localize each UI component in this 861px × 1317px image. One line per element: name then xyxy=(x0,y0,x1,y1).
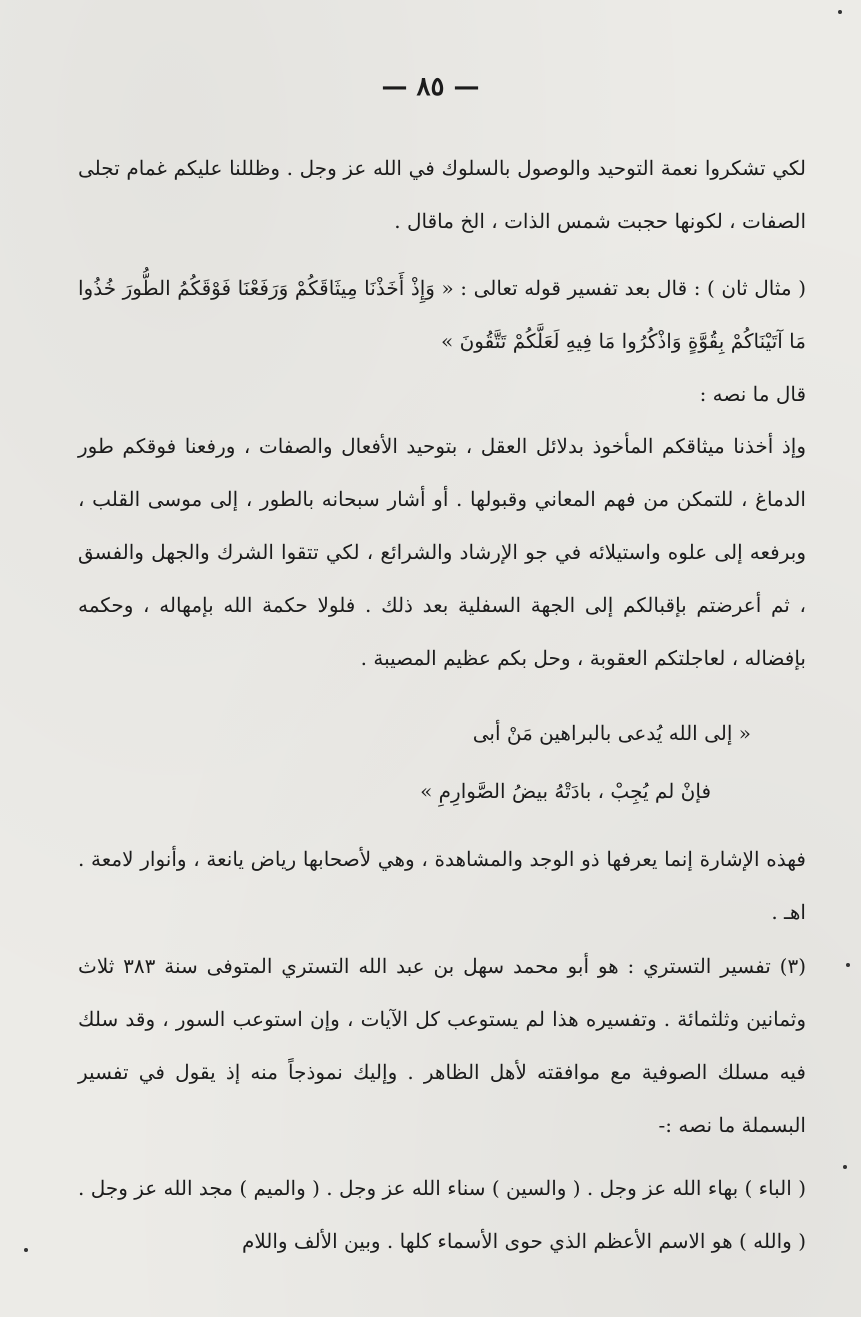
paragraph-2-intro: ( مثال ثان ) : قال بعد تفسير قوله تعالى : « وَإِذْ أَخَذْنَا مِيثَاقَكُمْ وَرَفَعْنَا فَوْقَكُمُ الطُّورَ خُذُوا مَا آتَيْنَاكُمْ بِقُوَّةٍ وَاذْكُرُوا مَا فِيهِ لَعَلَّكُمْ تَتَّقُونَ » xyxy=(78,276,806,353)
paragraph-1-text: لكي تشكروا نعمة التوحيد والوصول بالسلوك في الله عز وجل . وظللنا عليكم غمام تجلى الصفات ، لكونها حجبت شمس الذات ، الخ ماقال . xyxy=(78,156,806,233)
paragraph-3-text: وإذ أخذنا ميثاقكم المأخوذ بدلائل العقل ، بتوحيد الأفعال والصفات ، ورفعنا فوقكم طور الدماغ ، للتمكن من فهم المعاني وقبولها . أو أشار سبحانه بالطور ، إلى موسى القلب ، وبرفعه إلى علوه واستيلائه في جو الإرشاد والشرائع ، لكي تتقوا الشرك والجهل والفسق ، ثم أعرضتم بإقبالكم إلى الجهة السفلية بعد ذلك . فلولا حكمة الله بإمهاله ، وحكمه بإفضاله ، لعاجلتكم العقوبة ، وحل بكم عظيم المصيبة . xyxy=(78,434,806,670)
paragraph-4 xyxy=(78,833,806,939)
paragraph-5-text: (٣) تفسير التستري : هو أبو محمد سهل بن عبد الله التستري المتوفى سنة ٣٨٣ ثلاث وثمانين وثلثمائة . وتفسيره هذا لم يستوعب كل الآيات ، وإن استوعب السور ، وقد سلك فيه مسلك الصوفية مع موافقته لأهل الظاهر . وإليك نموذجاً منه إذ يقول في تفسير البسملة ما نصه :- xyxy=(78,954,806,1137)
paragraph-1 xyxy=(78,142,806,248)
paragraph-6 xyxy=(78,1162,806,1268)
scan-speck xyxy=(24,1248,28,1252)
paragraph-4-text: فهذه الإشارة إنما يعرفها ذو الوجد والمشاهدة ، وهي لأصحابها رياض يانعة ، وأنوار لامعة . اهـ . xyxy=(78,847,806,924)
page-number: — ٨٥ — xyxy=(381,72,480,102)
verse-line-2: فإنْ لم يُجِبْ ، بادَتْهُ بيضُ الصَّوارِمِ » xyxy=(420,779,711,803)
paragraph-5 xyxy=(78,940,806,1152)
scan-speck xyxy=(838,10,842,14)
paragraph-6-text: ( الباء ) بهاء الله عز وجل . ( والسين ) سناء الله عز وجل . ( والميم ) مجد الله عز وجل . ( والله ) هو الاسم الأعظم الذي حوى الأسماء كلها . وبين الألف واللام xyxy=(77,1176,806,1253)
scan-speck xyxy=(846,963,850,967)
paragraph-2-tail: قال ما نصه : xyxy=(699,382,806,406)
scan-speck xyxy=(843,1165,847,1169)
verse-line-1: « إلى الله يُدعى بالبراهين مَنْ أبى xyxy=(472,721,751,745)
paragraph-3 xyxy=(78,420,806,685)
paragraph-2 xyxy=(78,262,806,421)
